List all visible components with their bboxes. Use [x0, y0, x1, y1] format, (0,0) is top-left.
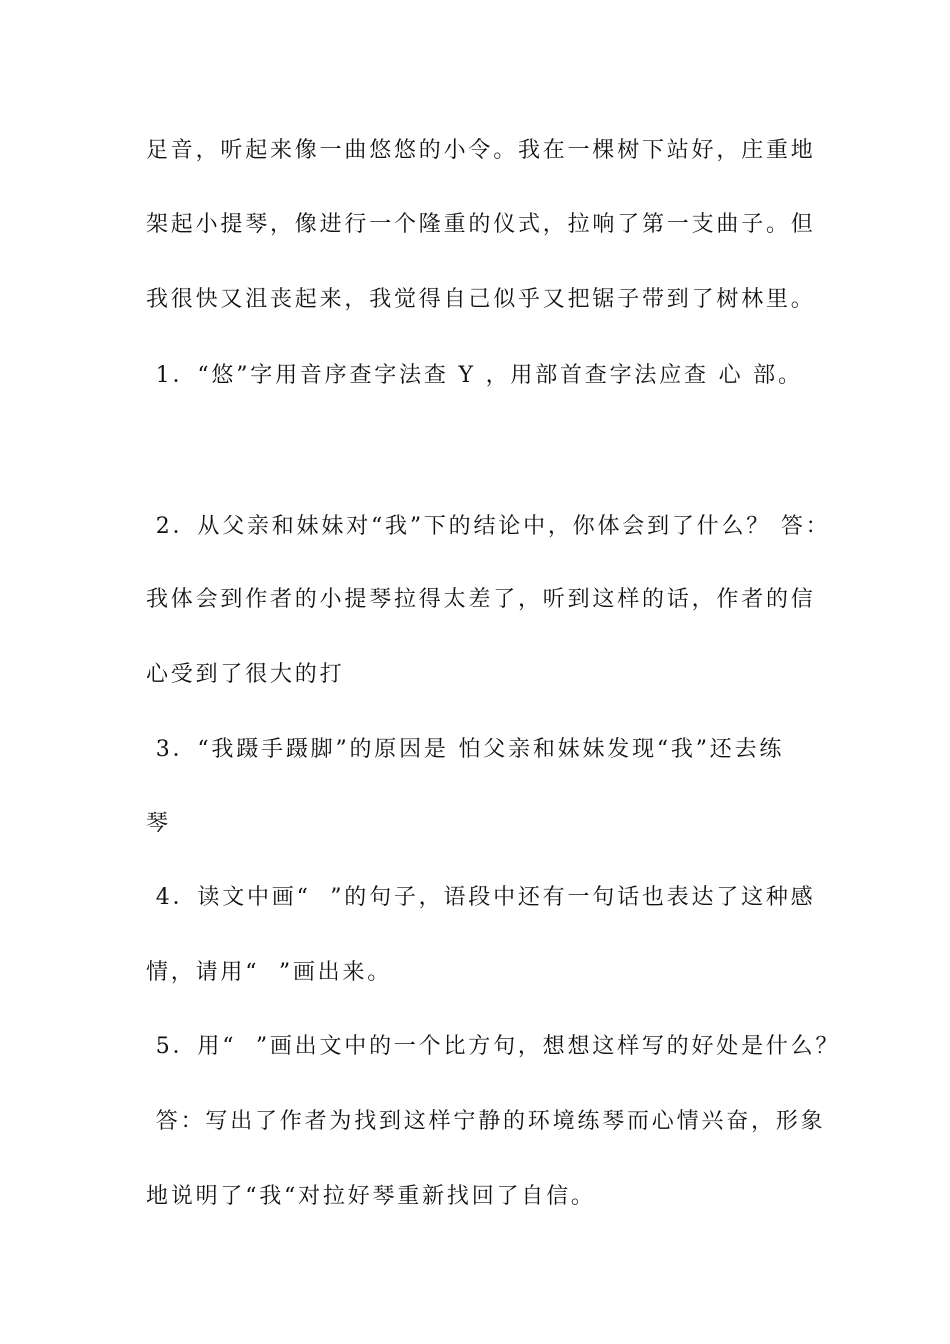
text-line-3: 我很快又沮丧起来，我觉得自己似乎又把锯子带到了树林里。 — [146, 287, 816, 312]
answer-5-line-1: 答：写出了作者为找到这样宁静的环境练琴而心情兴奋，形象 — [146, 1109, 826, 1134]
question-1: 1．“悠”字用音序查字法查 Y ，用部首查字法应查 心 部。 — [146, 363, 803, 388]
answer-2-line-2: 心受到了很大的打 — [146, 662, 345, 687]
question-3: 3．“我蹑手蹑脚”的原因是 怕父亲和妹妹发现“我”还去练 — [146, 737, 785, 762]
question-2: 2．从父亲和妹妹对“我”下的结论中，你体会到了什么？ 答： — [146, 514, 831, 539]
answer-3-continued: 琴 — [146, 811, 171, 836]
answer-2-line-1: 我体会到作者的小提琴拉得太差了，听到这样的话，作者的信 — [146, 587, 816, 612]
question-4: 4．读文中画“ ”的句子，语段中还有一句话也表达了这种感 — [146, 885, 816, 910]
text-line-2: 架起小提琴，像进行一个隆重的仪式，拉响了第一支曲子。但 — [146, 212, 816, 237]
question-5: 5．用“ ”画出文中的一个比方句，想想这样写的好处是什么？ — [146, 1034, 841, 1059]
question-4-continued: 情，请用“ ”画出来。 — [146, 960, 393, 985]
text-line-1: 足音，听起来像一曲悠悠的小令。我在一棵树下站好，庄重地 — [146, 138, 816, 163]
answer-5-line-2: 地说明了“我“对拉好琴重新找回了自信。 — [146, 1184, 596, 1209]
